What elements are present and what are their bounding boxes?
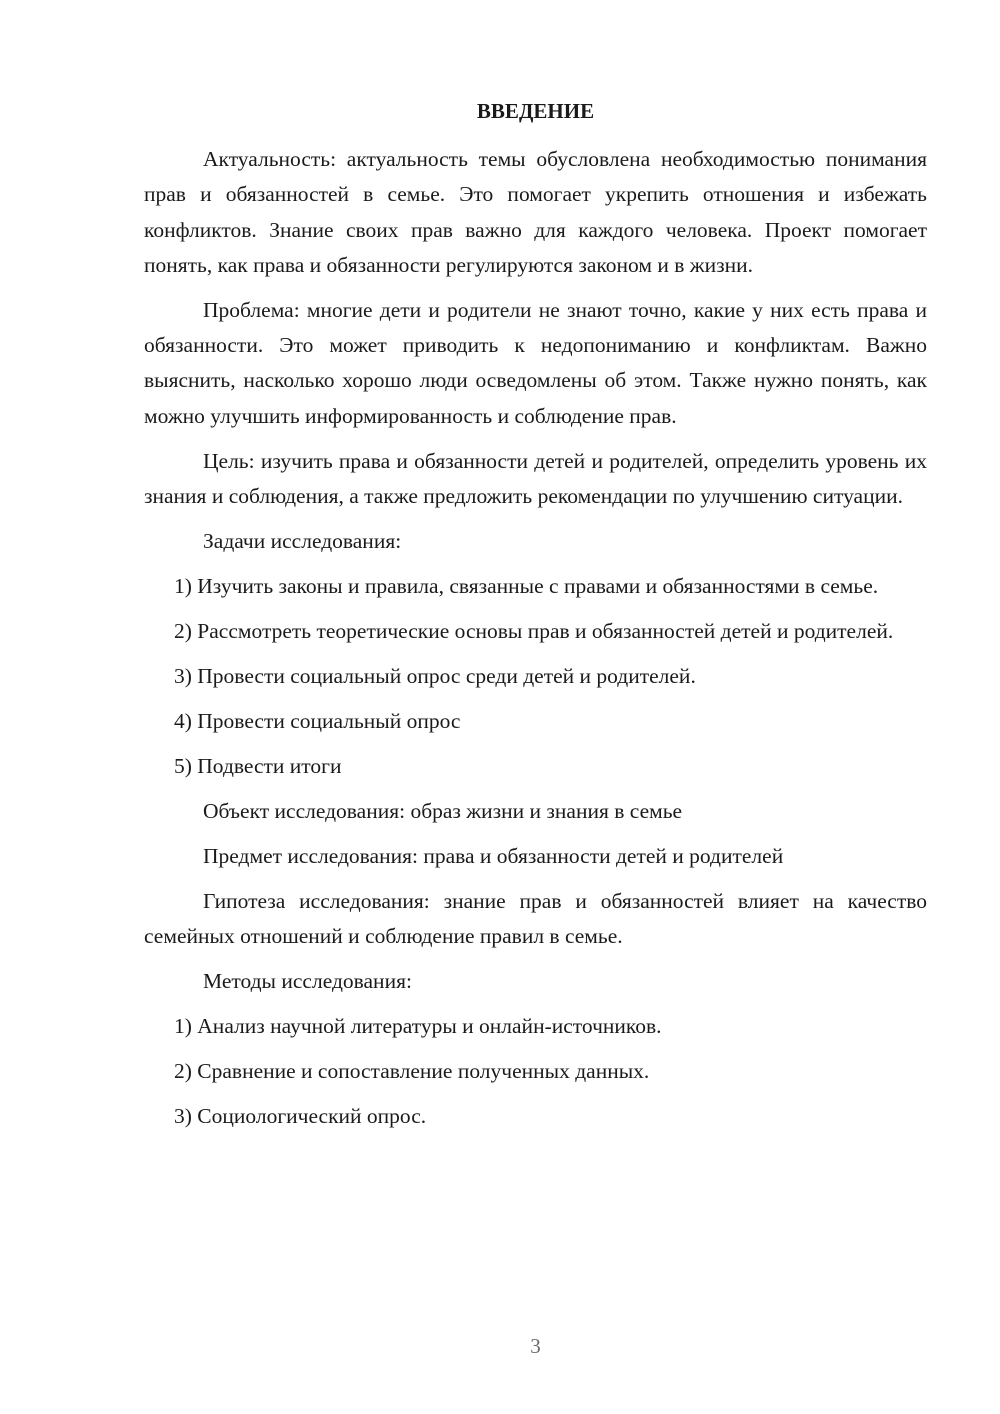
task-item: 2) Рассмотреть теоретические основы прав и обязанностей детей и родителей. [174,619,894,643]
task-item: 4) Провести социальный опрос [174,708,461,733]
page-title: ВВЕДЕНИЕ [476,99,595,123]
task-item: 1) Изучить законы и правила, связанные с правами и обязанностями в семье. [174,574,879,599]
object-paragraph: Объект исследования: образ жизни и знания в семье [203,798,683,823]
relevance-paragraph: Актуальность: актуальность темы обусловлена необходимостью понимания прав и обязанностей в семье. Это помогает укрепить отношения и избежать конфликтов. Знание своих прав важно для каждого человека. Проект помогает понять, как права и обязанности регулируются законом и в жизни. [144,147,927,277]
page-number: 3 [530,1334,541,1358]
task-item: 5) Подвести итоги [174,753,342,778]
goal-paragraph: Цель: изучить права и обязанности детей и родителей, определить уровень их знания и соблюдения, а также предложить рекомендации по улучшению ситуации. [144,448,927,509]
methods-list [144,1009,927,1134]
hypothesis-paragraph: Гипотеза исследования: знание прав и обязанностей влияет на качество семейных отношений и соблюдение правил в семье. [144,888,927,949]
task-item: 3) Провести социальный опрос среди детей и родителей. [174,663,696,688]
method-item: 3) Социологический опрос. [174,1104,427,1129]
subject-paragraph: Предмет исследования: права и обязанности детей и родителей [203,843,784,868]
tasks-heading: Задачи исследования: [203,529,402,554]
methods-heading: Методы исследования: [203,969,412,994]
document-body [144,142,927,1144]
document-page [144,0,927,1414]
method-item: 2) Сравнение и сопоставление полученных данных. [174,1059,650,1084]
tasks-list [144,569,927,784]
method-item: 1) Анализ научной литературы и онлайн-источников. [174,1014,662,1039]
problem-paragraph: Проблема: многие дети и родители не знают точно, какие у них есть права и обязанности. Это может приводить к недопониманию и конфликтам. Важно выяснить, насколько хорошо люди осведомлены об этом. Также нужно понять, как можно улучшить информированность и соблюдение прав. [144,297,927,428]
